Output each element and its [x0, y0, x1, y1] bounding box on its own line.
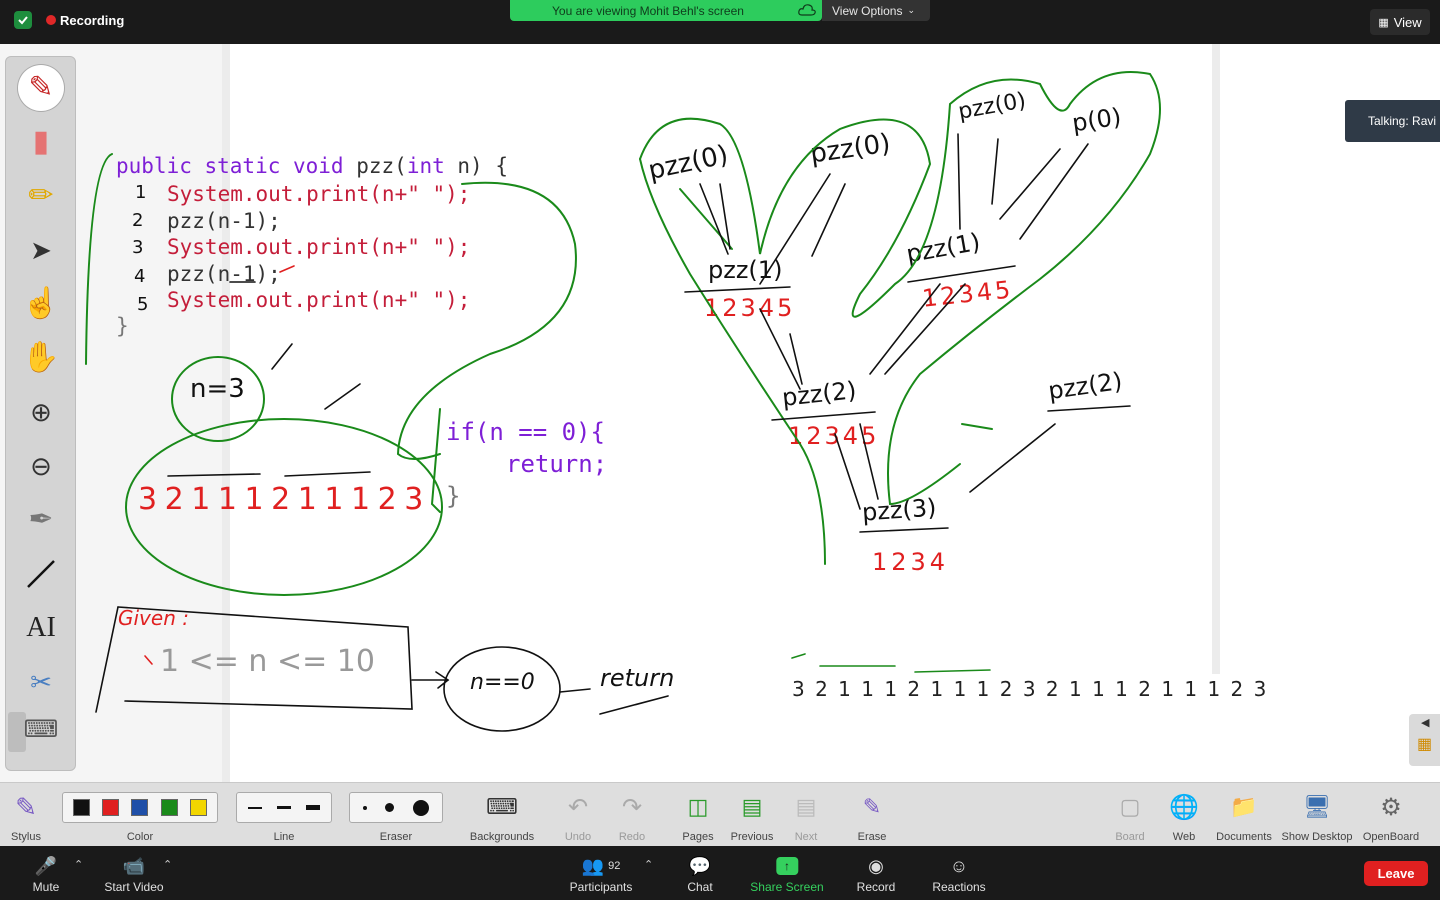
- capture-icon: ✂: [30, 667, 52, 697]
- line-width-picker: [236, 792, 332, 823]
- gear-icon: ⚙: [1380, 793, 1402, 821]
- chat-button[interactable]: [687, 852, 712, 894]
- backgrounds-label: Backgrounds: [469, 831, 535, 843]
- note-sequence-left: 3 2 1 1 1 2 1 1 1 2 3: [138, 482, 423, 517]
- board-button[interactable]: [1112, 791, 1148, 823]
- grid-icon: ▦: [1378, 16, 1389, 29]
- participants-options-caret[interactable]: ⌃: [644, 859, 654, 871]
- note-return: return: [600, 664, 675, 692]
- previous-page-icon: ▤: [741, 794, 763, 819]
- keyboard-icon: ⌨: [23, 716, 59, 743]
- video-options-caret[interactable]: ⌃: [163, 859, 173, 871]
- pen-tool[interactable]: [18, 65, 64, 111]
- leave-button[interactable]: Leave: [1364, 861, 1428, 886]
- eraser-icon: ▮: [32, 125, 50, 158]
- zoom-in-icon: ⊕: [30, 397, 52, 427]
- eraser-large-button[interactable]: [413, 800, 429, 816]
- previous-button[interactable]: [734, 791, 770, 823]
- code-line-1: System.out.print(n+" ");: [167, 182, 471, 206]
- talking-indicator: Talking: Ravi: [1345, 100, 1440, 142]
- tree-node-pzz0-a: pzz(0): [645, 139, 731, 187]
- text-tool[interactable]: [18, 605, 64, 651]
- redo-button[interactable]: [614, 791, 650, 823]
- tree-label-2: 12345: [920, 275, 1015, 313]
- view-options-label: View Options: [832, 3, 903, 18]
- view-button[interactable]: [1370, 9, 1430, 35]
- text-icon: AI: [26, 612, 56, 643]
- chevron-down-icon: ⌄: [907, 5, 916, 15]
- code-line-2: pzz(n-1);: [167, 209, 281, 233]
- openboard-button[interactable]: [1373, 791, 1409, 823]
- color-swatch-yellow[interactable]: [190, 799, 207, 816]
- backgrounds-button[interactable]: [484, 791, 520, 823]
- previous-label: Previous: [730, 831, 774, 843]
- board-label: Board: [1115, 831, 1145, 843]
- shield-icon: [14, 11, 32, 29]
- view-button-label: View: [1393, 14, 1422, 30]
- select-tool[interactable]: [18, 227, 64, 273]
- highlighter-icon: ✏: [28, 179, 54, 212]
- microphone-icon: 🎤: [34, 855, 58, 876]
- tool-palette: [5, 56, 76, 771]
- line-thick-button[interactable]: [306, 805, 320, 810]
- documents-button[interactable]: [1226, 791, 1262, 823]
- eyedropper-icon: ✒: [28, 503, 54, 536]
- pointer-icon: ➤: [30, 235, 52, 265]
- line-medium-button[interactable]: [277, 806, 291, 809]
- eraser-size-picker: [349, 792, 443, 823]
- line-label: Line: [273, 831, 295, 843]
- viewing-banner-text: You are viewing Mohit Behl's screen: [552, 3, 744, 18]
- mute-label: Mute: [32, 880, 60, 894]
- redo-label: Redo: [618, 831, 646, 843]
- meeting-controls: [0, 846, 1440, 900]
- web-button[interactable]: [1166, 791, 1202, 823]
- code-line-3: System.out.print(n+" ");: [167, 235, 471, 259]
- mute-options-caret[interactable]: ⌃: [74, 859, 84, 871]
- zoom-out-icon: ⊖: [30, 451, 52, 481]
- line-number-1: 1: [135, 182, 147, 203]
- reactions-button[interactable]: [932, 852, 985, 894]
- next-page-icon: ▤: [795, 794, 817, 819]
- output-sequence: 3 2 1 1 1 2 1 1 1 2 3 2 1 1 1 2 1 1 1 2 3: [792, 677, 1269, 701]
- line-thin-button[interactable]: [248, 807, 262, 809]
- note-n-equals-3: n=3: [190, 374, 245, 404]
- color-picker: [62, 792, 218, 823]
- whiteboard-toolbar: [0, 782, 1440, 846]
- reactions-label: Reactions: [932, 880, 986, 894]
- tree-node-pzz2-a: pzz(2): [780, 376, 858, 412]
- tree-node-p0: p(0): [1070, 102, 1123, 138]
- participants-icon: 👥: [581, 855, 605, 876]
- show-desktop-label: Show Desktop: [1281, 831, 1353, 843]
- tree-node-pzz3: pzz(3): [861, 493, 938, 527]
- redo-icon: ↷: [621, 793, 643, 821]
- cloud-icon: [798, 3, 816, 17]
- tree-node-pzz0-b: pzz(0): [808, 128, 893, 170]
- chevron-left-icon: ◀: [1421, 717, 1430, 729]
- share-screen-icon: ↑: [776, 857, 798, 875]
- keyboard-tool[interactable]: [18, 707, 64, 753]
- openboard-label: OpenBoard: [1362, 831, 1420, 843]
- eyedropper-tool[interactable]: [18, 497, 64, 543]
- eraser-medium-button[interactable]: [385, 803, 394, 812]
- shared-whiteboard[interactable]: [0, 44, 1440, 846]
- participants-label: Participants: [569, 880, 633, 894]
- eraser-label: Eraser: [379, 831, 413, 843]
- right-panel-toggle[interactable]: [1409, 714, 1440, 766]
- zoom-top-bar: [0, 0, 1440, 44]
- base-case-if: if(n == 0){: [446, 418, 605, 446]
- stylus-button[interactable]: [8, 791, 44, 823]
- view-options-button[interactable]: [822, 0, 930, 21]
- zoom-in-tool[interactable]: [18, 389, 64, 435]
- show-desktop-button[interactable]: [1299, 791, 1335, 823]
- highlighter-tool[interactable]: [18, 173, 64, 219]
- viewing-banner: [510, 0, 822, 21]
- zoom-out-tool[interactable]: [18, 443, 64, 489]
- color-swatch-black[interactable]: [73, 799, 90, 816]
- erase-button[interactable]: [854, 791, 890, 823]
- laser-hand-icon: ☝: [22, 287, 60, 320]
- line-number-5: 5: [137, 294, 149, 315]
- start-video-label: Start Video: [104, 880, 164, 894]
- board-icon: ▢: [1119, 794, 1141, 819]
- monitor-icon: 🖥: [1303, 794, 1331, 819]
- line-number-4: 4: [134, 266, 146, 287]
- tree-node-pzz1-a: pzz(1): [708, 256, 783, 284]
- tree-node-pzz1-b: pzz(1): [904, 227, 983, 269]
- globe-icon: 🌐: [1169, 793, 1199, 821]
- apps-icon: ▦: [1417, 736, 1433, 753]
- tree-label-3: 12345: [788, 422, 880, 450]
- folder-icon: 📁: [1230, 794, 1258, 819]
- laser-tool[interactable]: [18, 281, 64, 327]
- undo-button[interactable]: [560, 791, 596, 823]
- color-label: Color: [126, 831, 154, 843]
- participant-count: 92: [608, 860, 621, 872]
- hand-tool[interactable]: [18, 335, 64, 381]
- web-label: Web: [1172, 831, 1196, 843]
- tree-label-1: 12345: [704, 294, 796, 322]
- color-swatch-red[interactable]: [102, 799, 119, 816]
- code-line-4: pzz(n-1);: [167, 262, 281, 286]
- video-off-icon: 📹: [122, 855, 146, 876]
- pages-button[interactable]: [680, 791, 716, 823]
- pen-icon: ✎: [28, 71, 54, 104]
- add-page-icon: ◫: [687, 794, 709, 819]
- tree-node-pzz2-b: pzz(2): [1046, 366, 1125, 406]
- start-video-button[interactable]: [104, 852, 163, 894]
- line-number-3: 3: [132, 237, 144, 258]
- undo-label: Undo: [564, 831, 592, 843]
- whiteboard-right-divider: [1212, 44, 1220, 674]
- mute-button[interactable]: [33, 852, 60, 894]
- line-number-2: 2: [132, 210, 144, 231]
- code-line-5: System.out.print(n+" ");: [167, 288, 471, 312]
- chat-icon: 💬: [688, 855, 712, 876]
- color-swatch-blue[interactable]: [131, 799, 148, 816]
- note-n-equals-0: n==0: [470, 670, 535, 695]
- next-button[interactable]: [788, 791, 824, 823]
- record-dot-icon: [46, 15, 56, 25]
- recording-label: Recording: [60, 12, 125, 28]
- undo-icon: ↶: [567, 793, 589, 821]
- share-screen-button[interactable]: [750, 852, 823, 894]
- color-swatch-green[interactable]: [161, 799, 178, 816]
- eraser-tool[interactable]: [18, 119, 64, 165]
- documents-label: Documents: [1216, 831, 1272, 843]
- erase-icon: ✎: [862, 794, 882, 819]
- capture-tool[interactable]: [18, 659, 64, 705]
- eraser-small-button[interactable]: [363, 806, 367, 810]
- next-label: Next: [794, 831, 818, 843]
- erase-label: Erase: [857, 831, 887, 843]
- code-line-0: public static void pzz(int n) {: [116, 154, 508, 178]
- stylus-label: Stylus: [11, 831, 41, 843]
- base-case-close: }: [446, 482, 461, 510]
- base-case-return: return;: [506, 450, 608, 478]
- backgrounds-icon: ⌨: [486, 794, 518, 819]
- participants-button[interactable]: [570, 852, 633, 894]
- pages-label: Pages: [682, 831, 714, 843]
- line-icon: [25, 558, 57, 590]
- tree-label-4: 1234: [872, 548, 950, 576]
- stylus-icon: ✎: [15, 791, 37, 822]
- record-label: Record: [856, 880, 896, 894]
- chat-label: Chat: [687, 880, 713, 894]
- share-screen-label: Share Screen: [750, 880, 824, 894]
- line-tool[interactable]: [18, 551, 64, 597]
- record-button[interactable]: [857, 852, 896, 894]
- reactions-icon: ☺: [949, 855, 969, 876]
- record-icon: ◉: [868, 855, 884, 876]
- recording-indicator: [14, 11, 124, 29]
- hand-icon: ✋: [22, 341, 60, 374]
- code-close-brace: }: [116, 314, 129, 338]
- note-given: Given :: [118, 606, 189, 630]
- note-constraint: 1 <= n <= 10: [160, 644, 375, 679]
- tree-node-pzz0-c: pzz(0): [956, 88, 1028, 125]
